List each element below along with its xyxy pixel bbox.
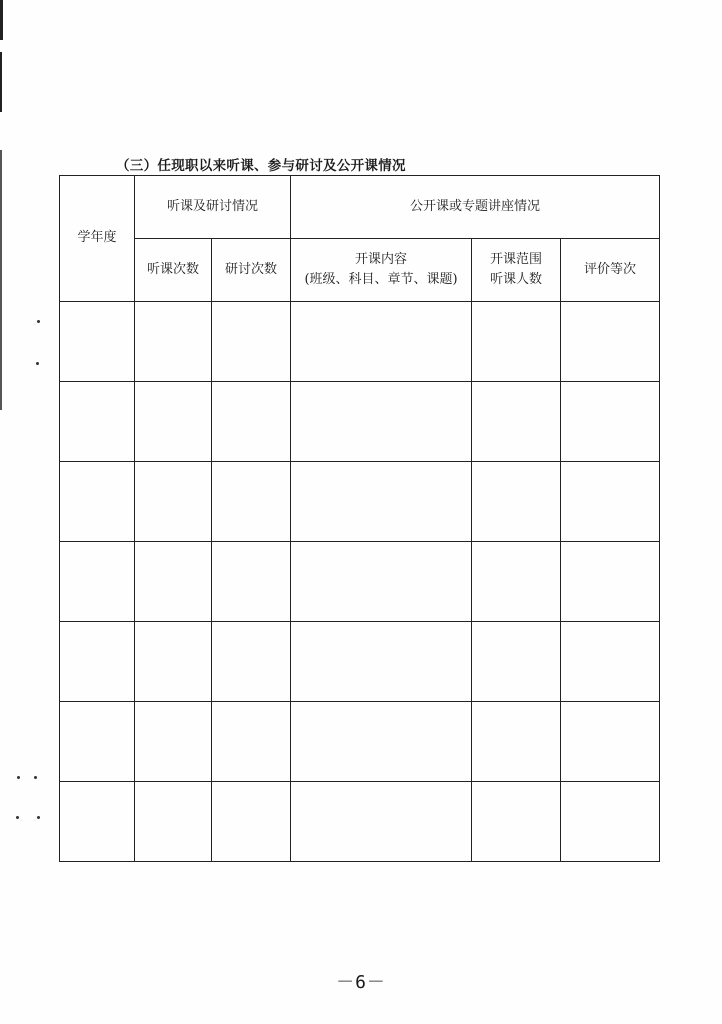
scan-speck [34,776,37,779]
listen-count-cell[interactable] [135,702,212,782]
section-title: （三）任现职以来听课、参与研讨及公开课情况 [116,158,406,174]
rating-header: 评价等次 [561,239,660,302]
listening-group-header: 听课及研讨情况 [135,176,291,239]
table-row [60,382,660,462]
scan-speck [37,320,40,323]
listen-count-header: 听课次数 [135,239,212,302]
school-year-cell[interactable] [60,622,135,702]
scope-header-line2: 听课人数 [490,272,543,287]
school-year-cell[interactable] [60,702,135,782]
header-row-top [60,176,660,239]
scope-cell[interactable] [472,622,561,702]
scope-cell[interactable] [472,382,561,462]
listen-count-cell[interactable] [135,462,212,542]
discuss-count-cell[interactable] [212,302,291,382]
rating-cell[interactable] [561,382,660,462]
scope-header [472,239,561,302]
scan-speck [36,362,39,365]
listen-count-cell[interactable] [135,382,212,462]
rating-cell[interactable] [561,462,660,542]
scope-cell[interactable] [472,302,561,382]
listen-count-cell[interactable] [135,622,212,702]
content-cell[interactable] [291,782,472,862]
discuss-count-cell[interactable] [212,622,291,702]
listen-count-cell[interactable] [135,302,212,382]
record-table [59,175,660,862]
rating-cell[interactable] [561,302,660,382]
listen-count-cell[interactable] [135,542,212,622]
table-row [60,542,660,622]
content-cell[interactable] [291,462,472,542]
page-number: －6－ [336,972,386,993]
school-year-cell[interactable] [60,302,135,382]
binding-edge-mark [0,150,2,410]
school-year-header: 学年度 [60,176,135,302]
header-row-sub [60,239,660,302]
scope-header-line1: 开课范围 [490,251,543,267]
listen-count-cell[interactable] [135,782,212,862]
content-cell[interactable] [291,382,472,462]
record-table-wrapper [59,175,659,862]
table-row [60,782,660,862]
scan-speck [17,776,20,779]
scan-speck [16,816,19,819]
discuss-count-cell[interactable] [212,782,291,862]
rating-cell[interactable] [561,782,660,862]
school-year-cell[interactable] [60,782,135,862]
school-year-cell[interactable] [60,542,135,622]
binding-edge-mark [0,52,2,112]
table-row [60,702,660,782]
content-header-line2: (班级、科目、章节、课题) [304,272,458,287]
rating-cell[interactable] [561,622,660,702]
scope-cell[interactable] [472,462,561,542]
open-class-group-header: 公开课或专题讲座情况 [291,176,660,239]
content-cell[interactable] [291,702,472,782]
table-row [60,462,660,542]
scan-speck [37,816,40,819]
content-cell[interactable] [291,302,472,382]
binding-edge-mark [0,0,3,40]
discuss-count-cell[interactable] [212,382,291,462]
content-header-line1: 开课内容 [355,251,408,267]
content-cell[interactable] [291,542,472,622]
discuss-count-header: 研讨次数 [212,239,291,302]
content-cell[interactable] [291,622,472,702]
scope-cell[interactable] [472,782,561,862]
content-header [291,239,472,302]
discuss-count-cell[interactable] [212,542,291,622]
rating-cell[interactable] [561,542,660,622]
discuss-count-cell[interactable] [212,702,291,782]
table-row [60,622,660,702]
school-year-cell[interactable] [60,382,135,462]
rating-cell[interactable] [561,702,660,782]
table-row [60,302,660,382]
table-body [60,302,660,862]
discuss-count-cell[interactable] [212,462,291,542]
scope-cell[interactable] [472,702,561,782]
school-year-cell[interactable] [60,462,135,542]
scope-cell[interactable] [472,542,561,622]
